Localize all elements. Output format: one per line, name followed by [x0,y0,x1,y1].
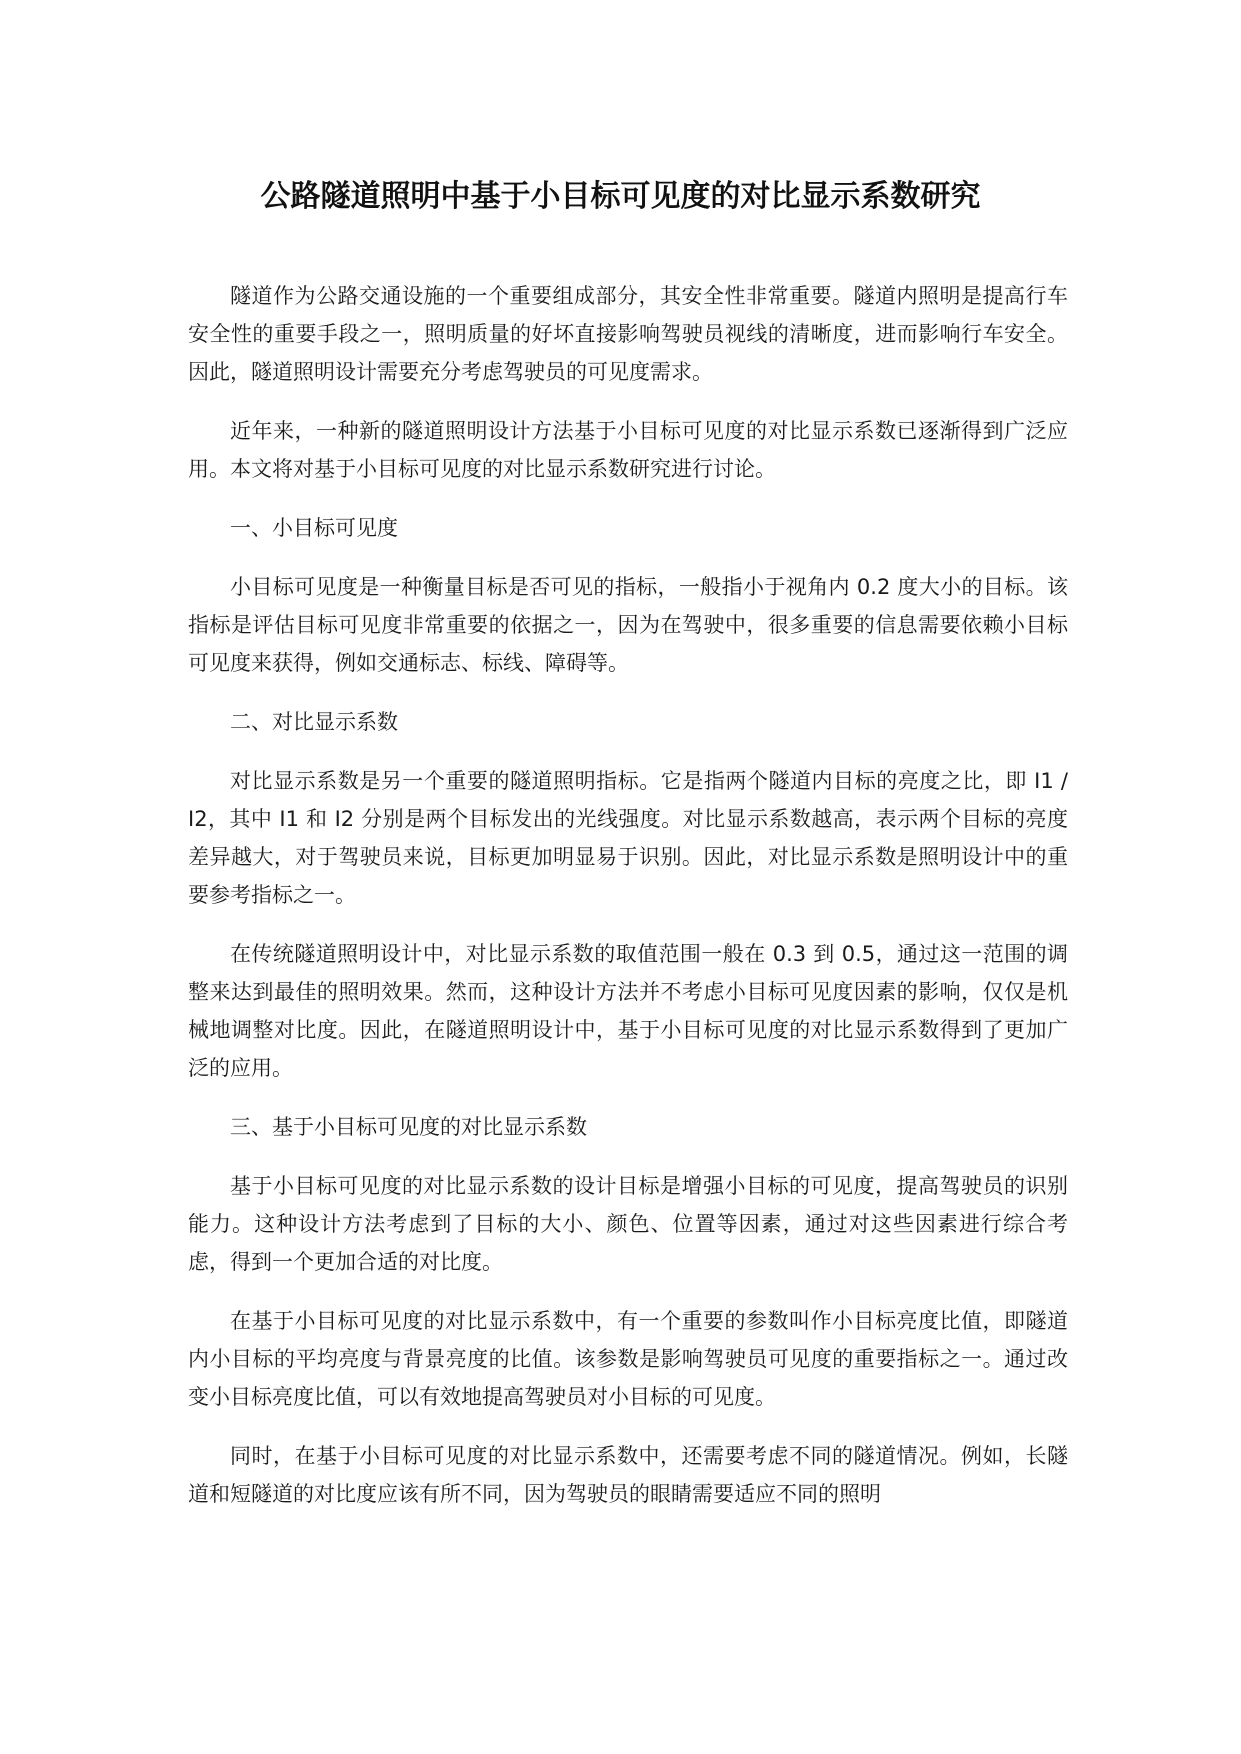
section-heading-1: 一、小目标可见度 [230,516,398,540]
paragraph-section-2a: 对比显示系数是另一个重要的隧道照明指标。它是指两个隧道内目标的亮度之比，即 I1 / I2，其中 I1 和 I2 分别是两个目标发出的光线强度。对比显示系数越高，表示两个目标的亮度差异越大，对于驾驶员来说，目标更加明显易于识别。因此，对比显示系数是照明设计中的重要参考指标之一。 [188,769,1068,907]
paragraph-section-1: 小目标可见度是一种衡量目标是否可见的指标，一般指小于视角内 0.2 度大小的目标。该指标是评估目标可见度非常重要的依据之一，因为在驾驶中，很多重要的信息需要依赖小目标可见度来获得，例如交通标志、标线、障碍等。 [188,575,1068,675]
document-title: 公路隧道照明中基于小目标可见度的对比显示系数研究 [260,179,981,214]
paragraph-section-2b: 在传统隧道照明设计中，对比显示系数的取值范围一般在 0.3 到 0.5，通过这一范围的调整来达到最佳的照明效果。然而，这种设计方法并不考虑小目标可见度因素的影响，仅仅是机械地调整对比度。因此，在隧道照明设计中，基于小目标可见度的对比显示系数得到了更加广泛的应用。 [188,942,1068,1080]
paragraph-section-3b: 在基于小目标可见度的对比显示系数中，有一个重要的参数叫作小目标亮度比值，即隧道内小目标的平均亮度与背景亮度的比值。该参数是影响驾驶员可见度的重要指标之一。通过改变小目标亮度比值，可以有效地提高驾驶员对小目标的可见度。 [188,1309,1068,1409]
paragraph-section-3a: 基于小目标可见度的对比显示系数的设计目标是增强小目标的可见度，提高驾驶员的识别能力。这种设计方法考虑到了目标的大小、颜色、位置等因素，通过对这些因素进行综合考虑，得到一个更加合适的对比度。 [188,1174,1068,1274]
section-heading-2: 二、对比显示系数 [230,710,398,734]
paragraph-section-3c: 同时，在基于小目标可见度的对比显示系数中，还需要考虑不同的隧道情况。例如，长隧道和短隧道的对比度应该有所不同，因为驾驶员的眼睛需要适应不同的照明 [188,1444,1068,1506]
paragraph-intro-1: 隧道作为公路交通设施的一个重要组成部分，其安全性非常重要。隧道内照明是提高行车安全性的重要手段之一，照明质量的好坏直接影响驾驶员视线的清晰度，进而影响行车安全。因此，隧道照明设计需要充分考虑驾驶员的可见度需求。 [188,284,1068,384]
section-heading-3: 三、基于小目标可见度的对比显示系数 [230,1115,587,1139]
document-body [188,277,1068,1534]
paragraph-intro-2: 近年来，一种新的隧道照明设计方法基于小目标可见度的对比显示系数已逐渐得到广泛应用。本文将对基于小目标可见度的对比显示系数研究进行讨论。 [188,419,1068,481]
